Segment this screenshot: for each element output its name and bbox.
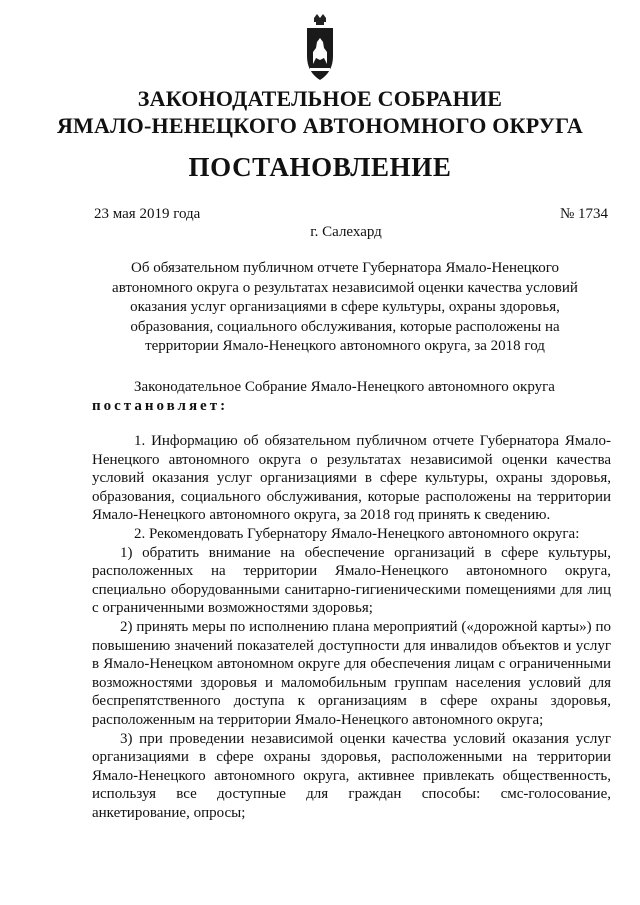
document-number: № 1734 (559, 206, 608, 222)
paragraph-2-1: 1) обратить внимание на обеспечение организаций в сфере культуры, расположенных на территории Ямало-Ненецкого автономного округа, специально оборудованными санитарно-гигиеническими помещениями для лиц с ограниченными возможностями здоровья; (92, 544, 611, 617)
document-date: 23 мая 2019 года (94, 206, 201, 222)
paragraph-2: 2. Рекомендовать Губернатору Ямало-Ненецкого автономного округа: (134, 525, 580, 542)
org-name-line2: ЯМАЛО-НЕНЕЦКОГО АВТОНОМНОГО ОКРУГА (56, 113, 584, 138)
preamble (92, 378, 611, 415)
preamble-resolves: постановляет: (92, 397, 229, 414)
paragraph-1: 1. Информацию об обязательном публичном отчете Губернатора Ямало-Ненецкого автономного округа о результатах независимой оценки качества условий оказания услуг организациями в сфере культуры, охраны здоровья, образования, социального обслуживания, которые расположены на территории Ямало-Ненецкого автономного округа, за 2018 год принять к сведению. (92, 433, 611, 524)
document-body (92, 432, 611, 822)
document-city: г. Салехард (310, 224, 382, 240)
org-name-line1: ЗАКОНОДАТЕЛЬНОЕ СОБРАНИЕ (137, 86, 503, 111)
document-type: ПОСТАНОВЛЕНИЕ (188, 152, 452, 182)
paragraph-2-2: 2) принять меры по исполнению плана мероприятий («дорожной карты») по повышению значений показателей доступности для инвалидов объектов и услуг в Ямало-Ненецком автономном округе для обеспечения лицам с ограниченными возможностями здоровья и маломобильным группам населения условий для беспрепятственного доступа к организациям в сфере охраны здоровья, расположенным на территории Ямало-Ненецкого автономного округа; (92, 618, 611, 728)
preamble-text: Законодательное Собрание Ямало-Ненецкого автономного округа (134, 379, 555, 395)
coat-of-arms-icon (304, 12, 336, 84)
document-subject: Об обязательном публичном отчете Губернатора Ямало-Ненецкого автономного округа о результатах независимой оценки качества условий оказания услуг организациями в сфере культуры, охраны здоровья, образования, социального обслуживания, которые расположены на территории Ямало-Ненецкого автономного округа, за 2018 год (112, 260, 578, 354)
paragraph-2-3: 3) при проведении независимой оценки качества условий оказания услуг организациями в сфере охраны здоровья, расположенными на территории Ямало-Ненецкого автономного округа, активнее привлекать общественность, используя все доступные для граждан способы: смс-голосование, анкетирование, опросы; (92, 730, 611, 821)
